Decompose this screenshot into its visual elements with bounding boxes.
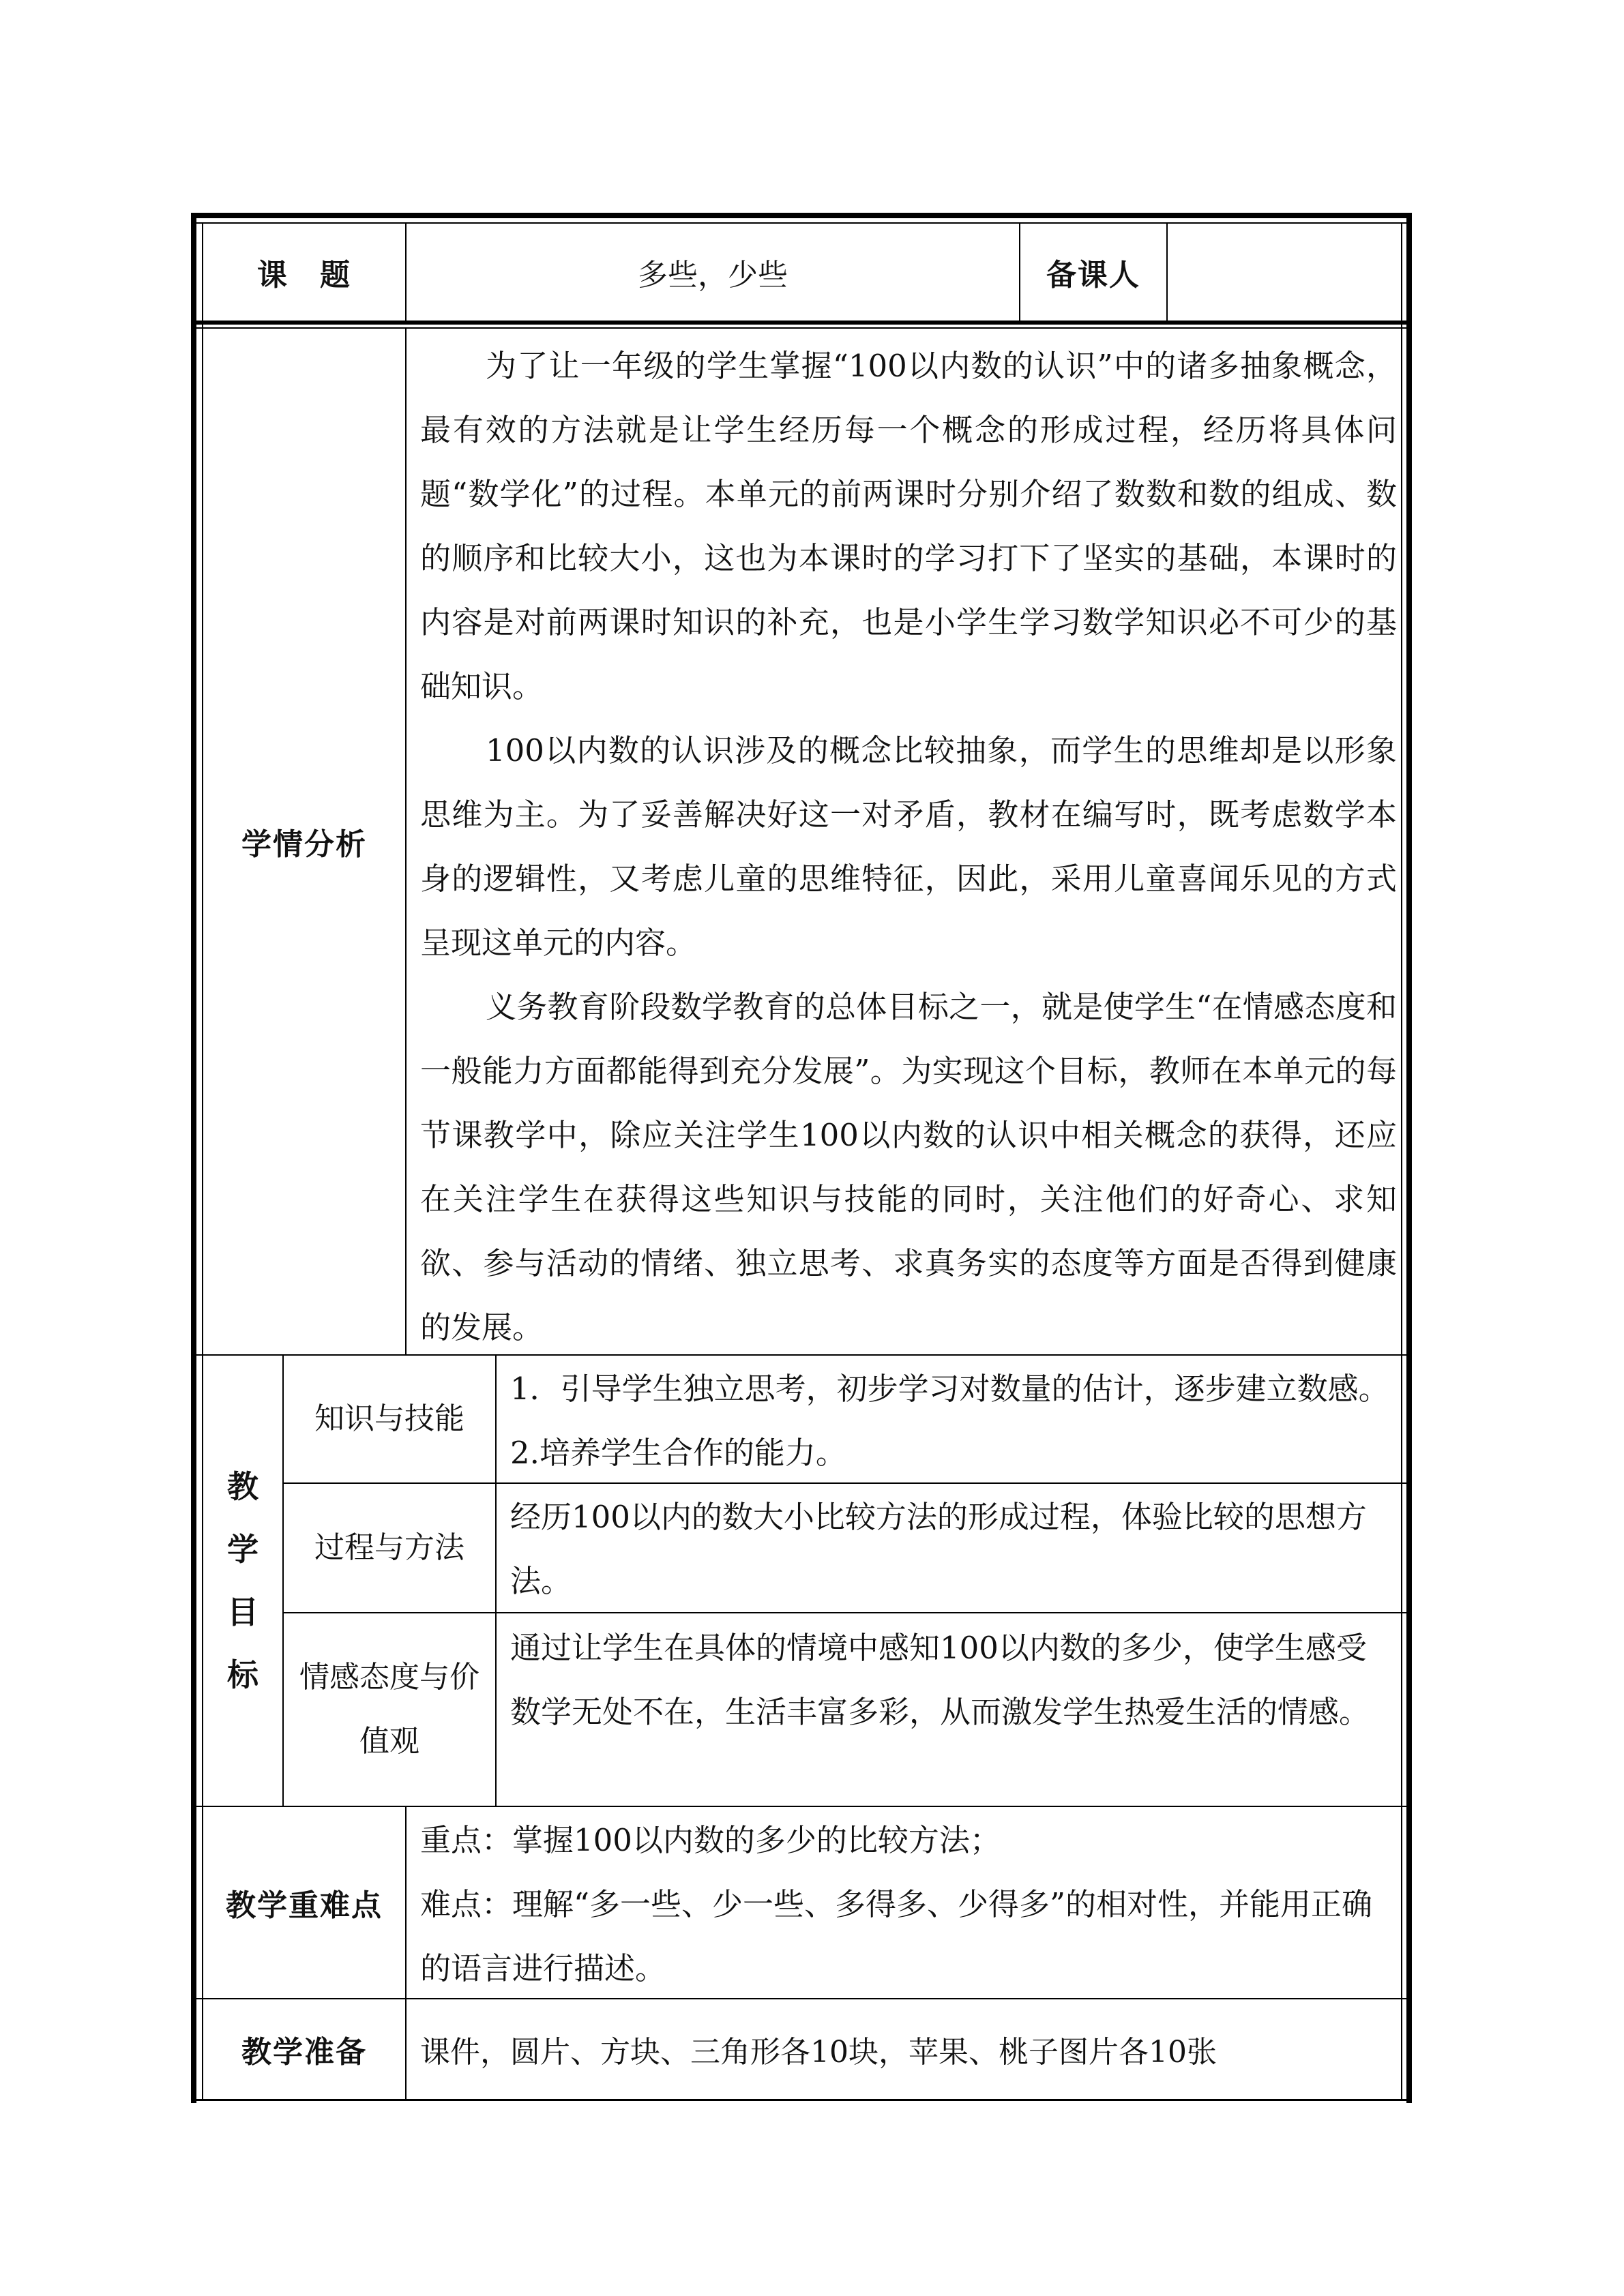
table-border-left: [191, 213, 196, 2103]
col-divider-bottom: [405, 1806, 407, 2099]
preparer-label: 备课人: [1046, 258, 1140, 293]
table-border-bottom: [191, 2099, 1412, 2101]
analysis-paragraph: 100以内数的认识涉及的概念比较抽象，而学生的思维却是以形象思维为主。为了妥善解决好这一对矛盾，教材在编写时，既考虑数学本身的逻辑性，又考虑儿童的思维特征，因此，采用儿童喜闻乐见的方式呈现这单元的内容。: [420, 732, 1397, 961]
analysis-text: [420, 334, 1397, 1360]
col-divider-obj-sub: [495, 1354, 497, 1806]
key-points-content: [420, 1808, 1396, 2001]
objective-text-process: 经历100以内的数大小比较方法的形成过程，体验比较的思想方法。: [510, 1499, 1367, 1599]
topic-label: 课 题: [257, 258, 351, 293]
objective-sub-label-process: 过程与方法: [314, 1530, 464, 1565]
preparer-value: [1168, 224, 1401, 320]
col-divider-right-inner: [1401, 222, 1402, 2099]
analysis-paragraph: 义务教育阶段数学教育的总体目标之一，就是使学生“在情感态度和一般能力方面都能得到充分发展”。为实现这个目标，教师在本单元的每节课教学中，除应关注学生100以内数的认识中相关概念的获得，还应在关注学生在获得这些知识与技能的同时，关注他们的好奇心、求知欲、参与活动的情绪、独立思考、求真务实的态度等方面是否得到健康的发展。: [420, 989, 1397, 1345]
objective-sub-label-attitude: 情感态度与价值观: [299, 1660, 479, 1759]
difficult-point-line: 难点：理解“多一些、少一些、多得多、少得多”的相对性，并能用正确的语言进行描述。: [420, 1886, 1373, 1986]
analysis-label: 学情分析: [241, 827, 367, 862]
preparation-text: 课件，圆片、方块、三角形各10块，苹果、桃子图片各10张: [420, 2035, 1217, 2070]
col-divider-analysis: [405, 327, 407, 1356]
analysis-paragraph: 为了让一年级的学生掌握“100以内数的认识”中的诸多抽象概念，最有效的方法就是让学生经历每一个概念的形成过程，经历将具体问题“数学化”的过程。本单元的前两课时分别介绍了数数和数的组成、数的顺序和比较大小，这也为本课时的学习打下了坚实的基础，本课时的内容是对前两课时知识的补充，也是小学生学习数学知识必不可少的基础知识。: [420, 348, 1397, 704]
key-points-label: 教学重难点: [226, 1888, 383, 1923]
objective-text-knowledge: 1．引导学生独立思考，初步学习对数量的估计，逐步建立数感。2.培养学生合作的能力。: [510, 1371, 1389, 1471]
key-point-line: 重点：掌握100以内数的多少的比较方法；: [420, 1822, 1001, 1858]
objective-text-attitude: 通过让学生在具体的情境中感知100以内数的多少，使学生感受数学无处不在，生活丰富多彩，从而激发学生热爱生活的情感。: [510, 1630, 1370, 1730]
objectives-label-char: 学: [227, 1531, 259, 1568]
objective-sub-label-knowledge: 知识与技能: [314, 1401, 464, 1436]
objectives-label-char: 目: [227, 1594, 259, 1630]
objectives-label: [203, 1356, 282, 1806]
preparation-label: 教学准备: [241, 2035, 367, 2070]
table-border-top: [191, 213, 1412, 218]
table-border-right: [1406, 213, 1412, 2103]
topic-value: 多些，少些: [638, 258, 788, 293]
header-divider: [196, 320, 1406, 325]
objectives-label-char: 标: [227, 1656, 259, 1693]
objectives-label-char: 教: [227, 1468, 259, 1505]
